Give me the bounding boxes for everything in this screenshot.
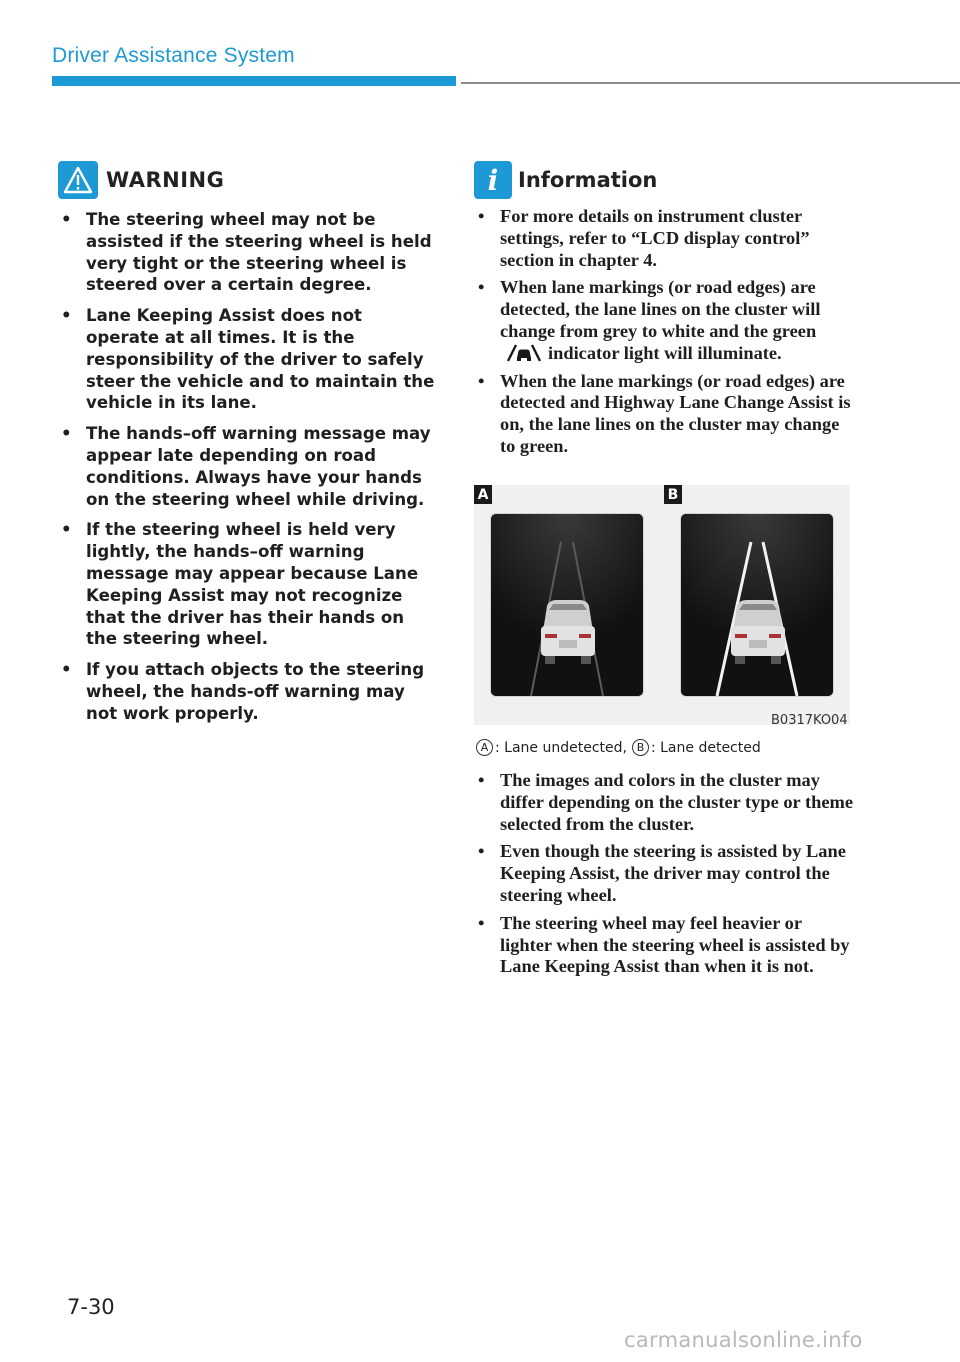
notes-list: [474, 770, 854, 978]
figure-caption: [476, 739, 761, 756]
figure-panel-a: [474, 485, 660, 725]
information-item: [474, 277, 854, 364]
notes-section: [474, 764, 854, 978]
car-icon: [731, 600, 785, 664]
caption-text-b: : Lane detected: [650, 739, 761, 756]
caption-text-a: : Lane undetected,: [495, 739, 627, 756]
warning-list: [58, 209, 438, 725]
cluster-illustration-undetected: [491, 514, 643, 696]
note-item: • The images and colors in the cluster may differ depending on the cluster type or theme selected from the cluster.: [474, 770, 854, 835]
figure-panel-b: [664, 485, 850, 725]
panel-label-a: A: [474, 485, 492, 504]
cluster-figure: [474, 485, 850, 725]
warning-header: [58, 160, 438, 200]
cluster-screen-lane-detected: [681, 514, 833, 696]
information-item: • For more details on instrument cluster settings, refer to “LCD display control” section in chapter 4.: [474, 206, 854, 271]
warning-item: • If the steering wheel is held very lightly, the hands–off warning message may appear because Lane Keeping Assist may not recognize that the driver has their hands on the steering wheel.: [58, 519, 438, 650]
information-box: [474, 160, 854, 458]
panel-label-b: B: [664, 485, 682, 504]
info-icon: i: [474, 161, 512, 199]
warning-item: • If you attach objects to the steering wheel, the hands-off warning may not work properly.: [58, 659, 438, 724]
information-header: [474, 160, 854, 200]
watermark: carmanualsonline.info: [624, 1328, 863, 1352]
header-accent-bar: [52, 76, 456, 86]
note-item: • The steering wheel may feel heavier or lighter when the steering wheel is assisted by Lane Keeping Assist than when it is not.: [474, 913, 854, 978]
warning-item: • Lane Keeping Assist does not operate at all times. It is the responsibility of the driver to safely steer the vehicle and to maintain the vehicle in its lane.: [58, 305, 438, 414]
warning-title: WARNING: [106, 168, 225, 192]
caption-letter-b: B: [632, 739, 649, 756]
cluster-screen-lane-undetected: [491, 514, 643, 696]
note-item: • Even though the steering is assisted by Lane Keeping Assist, the driver may control the steering wheel.: [474, 841, 854, 906]
section-title: Driver Assistance System: [52, 44, 295, 67]
information-item-text: When lane markings (or road edges) are detected, the lane lines on the cluster will change from grey to white and the green: [500, 277, 821, 341]
cluster-illustration-detected: [681, 514, 833, 696]
information-item-text: indicator light will illuminate.: [548, 342, 782, 363]
information-list: [474, 206, 854, 458]
car-icon: [541, 600, 595, 664]
lane-keeping-indicator-icon: [504, 344, 544, 362]
warning-item: • The hands–off warning message may appear late depending on road conditions. Always have your hands on the steering wheel while driving.: [58, 423, 438, 510]
figure-code: B0317KO04: [771, 713, 848, 728]
caption-letter-a: A: [476, 739, 493, 756]
warning-item: • The steering wheel may not be assisted if the steering wheel is held very tight or the steering wheel is steered over a certain degree.: [58, 209, 438, 296]
information-title: Information: [518, 168, 658, 192]
warning-triangle-icon: [58, 161, 98, 199]
page-number: 7-30: [67, 1295, 115, 1319]
warning-box: [58, 160, 438, 725]
header-rule: [461, 82, 960, 84]
information-item: • When the lane markings (or road edges) are detected and Highway Lane Change Assist is on, the lane lines on the cluster may change to green.: [474, 371, 854, 458]
